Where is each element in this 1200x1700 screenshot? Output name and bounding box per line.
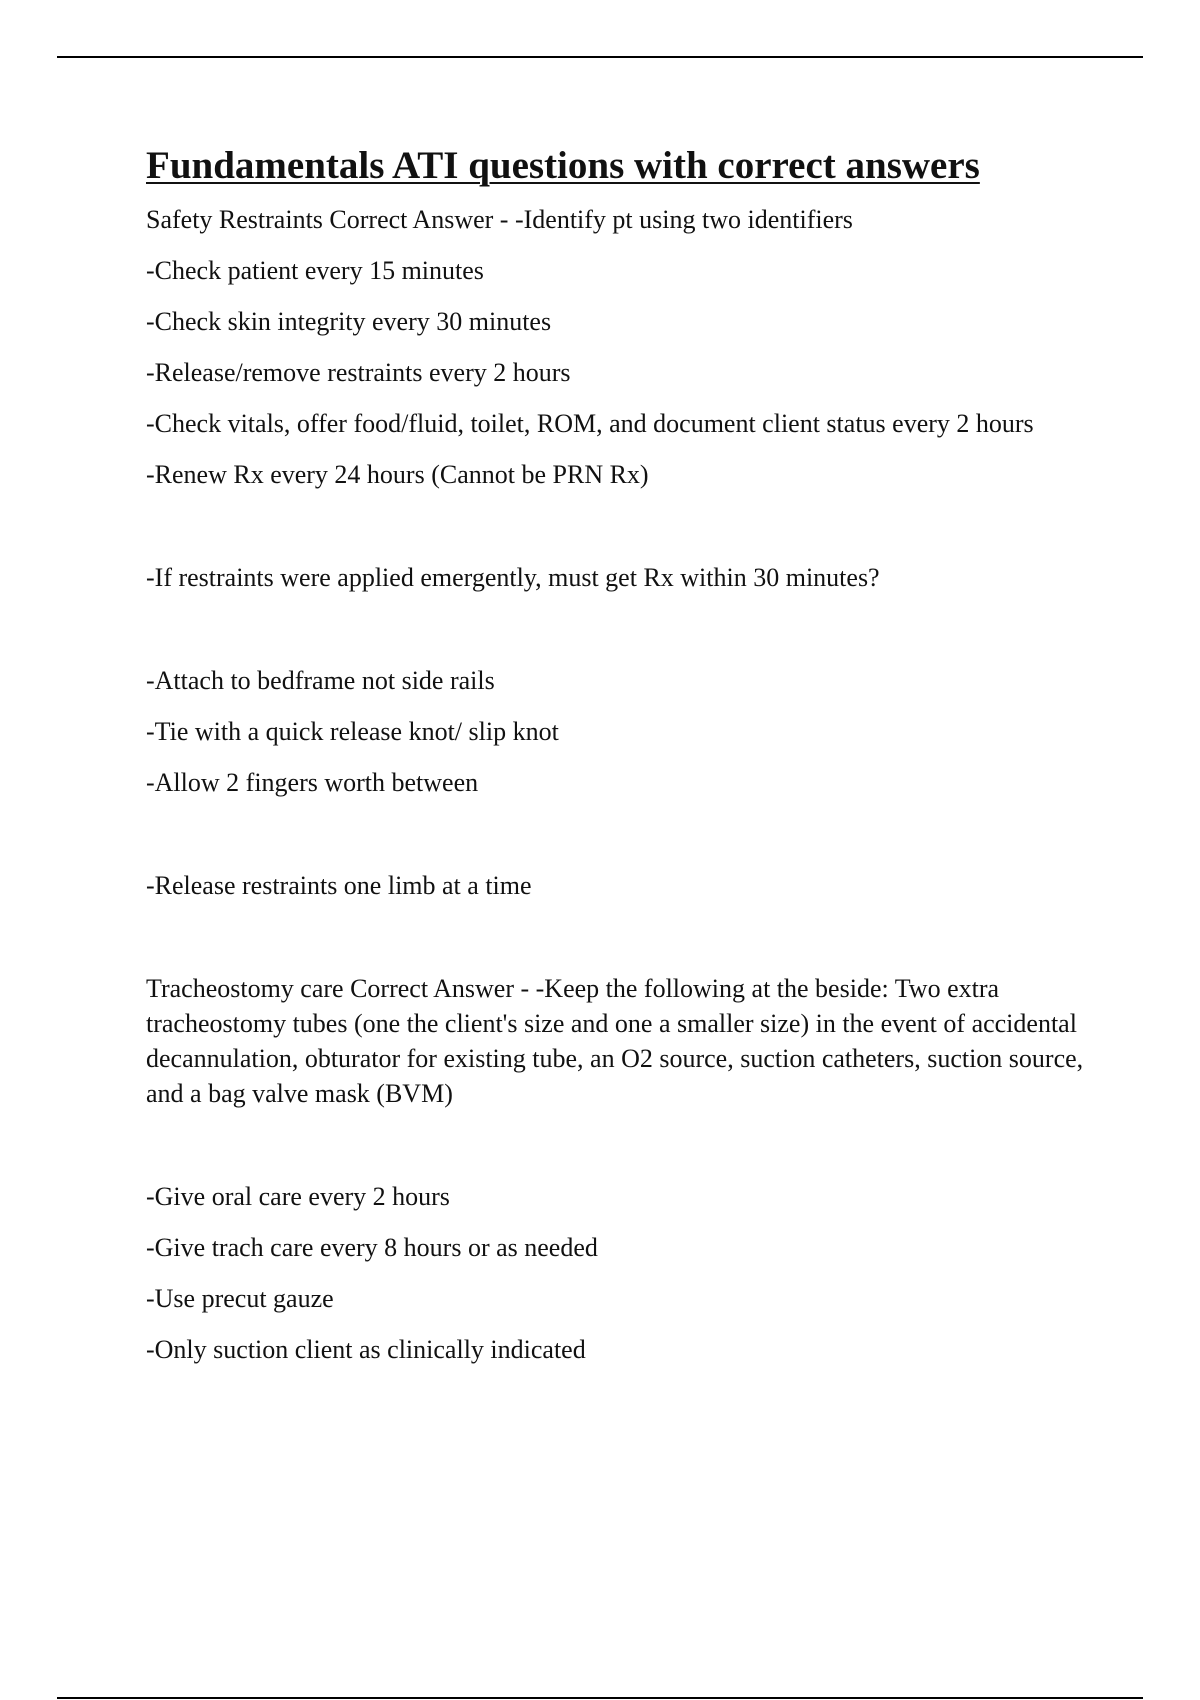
spacer: [146, 508, 1106, 560]
list-item: -Renew Rx every 24 hours (Cannot be PRN Rx): [146, 460, 649, 489]
list-item: -Only suction client as clinically indicated: [146, 1335, 586, 1364]
list-item: -Release restraints one limb at a time: [146, 871, 532, 900]
list-item: -Release/remove restraints every 2 hours: [146, 358, 571, 387]
list-item: -If restraints were applied emergently, must get Rx within 30 minutes?: [146, 563, 880, 592]
spacer: [146, 611, 1106, 663]
document-body: [146, 142, 1106, 1383]
list-item: -Give trach care every 8 hours or as needed: [146, 1233, 598, 1262]
list-item: -Check vitals, offer food/fluid, toilet, ROM, and document client status every 2 hours: [146, 409, 1034, 438]
list-item: -Tie with a quick release knot/ slip knot: [146, 717, 559, 746]
list-item: -Attach to bedframe not side rails: [146, 666, 495, 695]
list-item: -Check patient every 15 minutes: [146, 256, 484, 285]
document-title: Fundamentals ATI questions with correct answers: [146, 144, 980, 187]
spacer: [146, 919, 1106, 971]
bottom-rule: [57, 1697, 1143, 1699]
spacer: [146, 816, 1106, 868]
top-rule: [57, 56, 1143, 58]
tracheostomy-care-intro: Tracheostomy care Correct Answer - -Keep the following at the beside: Two extra tracheostomy tubes (one the client's size and one a smaller size) in the event of accidental decannulation, obturator for existing tube, an O2 source, suction catheters, suction source, and a bag valve mask (BVM): [146, 974, 1084, 1108]
spacer: [146, 1127, 1106, 1179]
list-item: -Check skin integrity every 30 minutes: [146, 307, 552, 336]
list-item: -Allow 2 fingers worth between: [146, 768, 479, 797]
list-item: -Use precut gauze: [146, 1284, 334, 1313]
list-item: -Give oral care every 2 hours: [146, 1182, 450, 1211]
safety-restraints-intro: Safety Restraints Correct Answer - -Identify pt using two identifiers: [146, 205, 853, 234]
